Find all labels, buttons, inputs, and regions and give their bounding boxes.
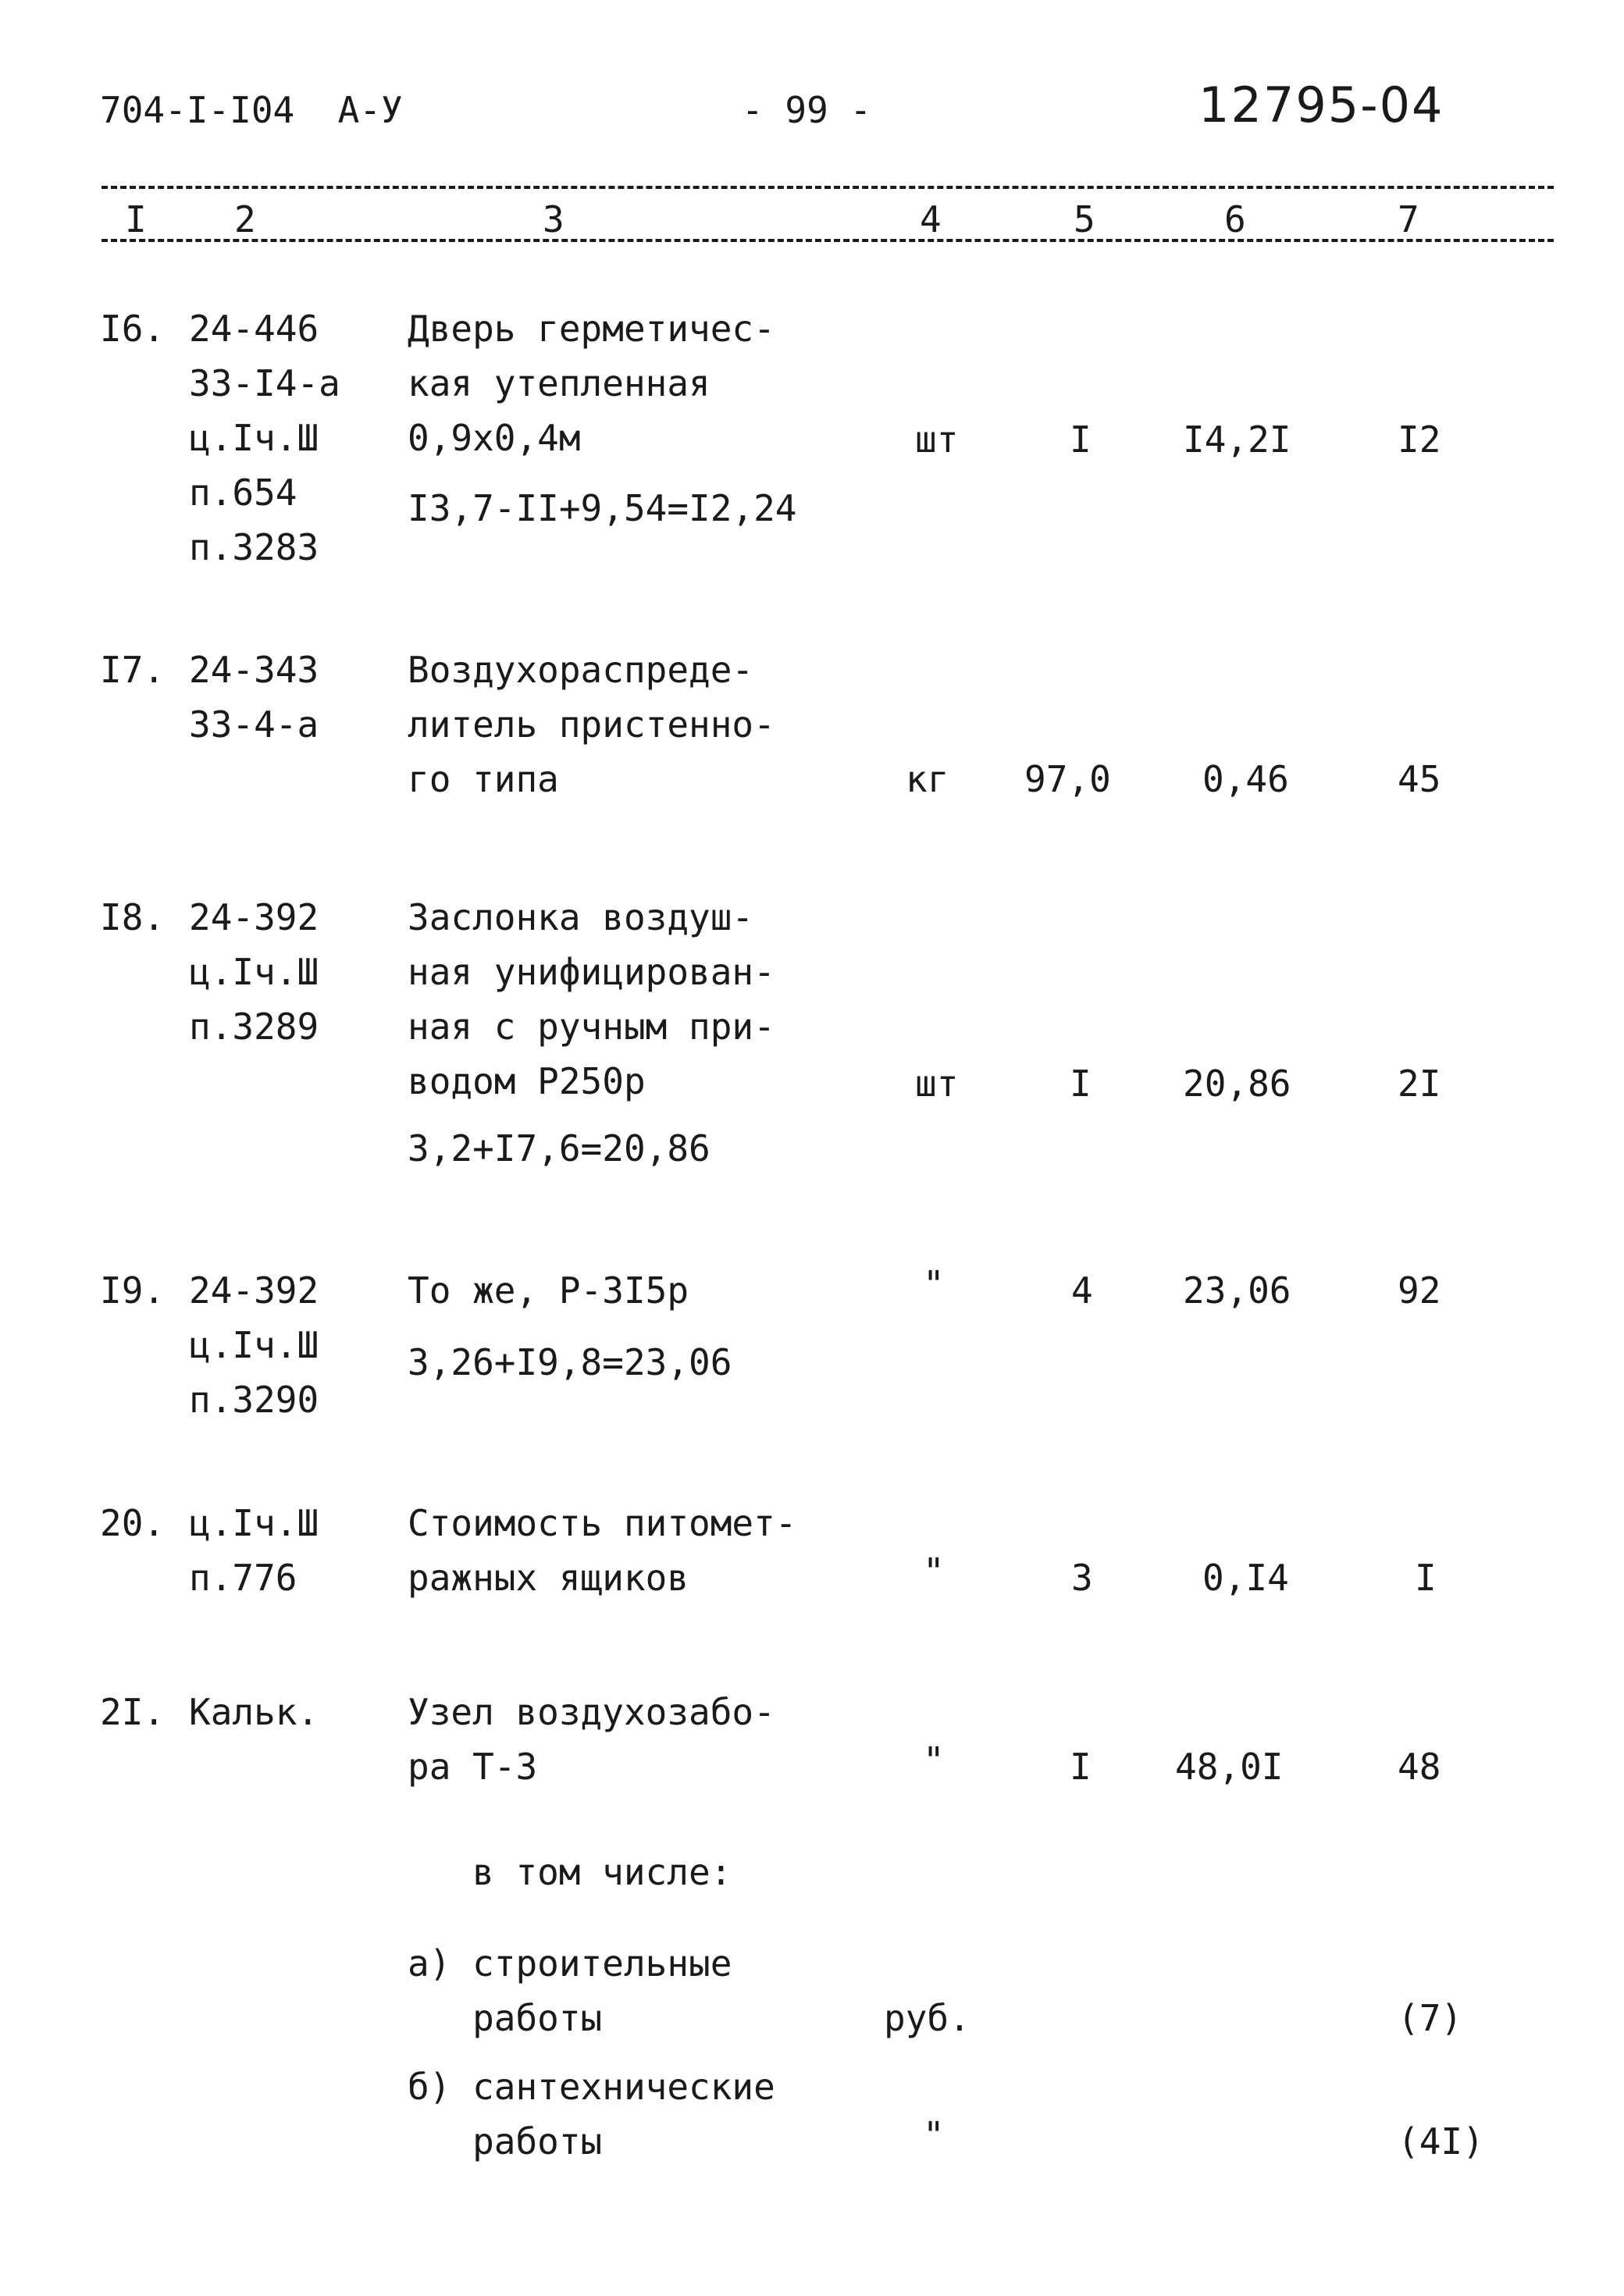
row-reference: п.3283: [189, 526, 319, 568]
row-description: Заслонка воздуш-: [408, 896, 754, 938]
row-reference: 24-392: [189, 896, 319, 938]
row-unit: кг: [906, 758, 949, 800]
row-description: Стоимость питомет-: [408, 1502, 797, 1544]
row-description: водом Р250р: [408, 1060, 646, 1102]
row-description: го типа: [408, 758, 559, 800]
row-unit: шт: [915, 1063, 959, 1105]
document-code: 704-I-I04 А-У: [100, 89, 403, 131]
column-header-7: 7: [1398, 198, 1419, 240]
subitem-total: (4I): [1398, 2120, 1484, 2163]
row-reference: 24-343: [189, 649, 319, 691]
row-total: 45: [1398, 758, 1441, 800]
header-divider-top: [102, 186, 1554, 189]
subitem-total: (7): [1398, 1997, 1463, 2039]
row-reference: п.3289: [189, 1006, 319, 1048]
row-reference: п.654: [189, 472, 297, 514]
row-calculation: I3,7-II+9,54=I2,24: [408, 487, 797, 529]
row-unit-price: 20,86: [1183, 1063, 1291, 1105]
row-quantity: 97,0: [1024, 758, 1111, 800]
row-quantity: I: [1070, 1063, 1092, 1105]
header-divider-bottom: [102, 239, 1554, 242]
column-header-1: I: [125, 198, 147, 240]
subitem-description: б) сантехнические: [408, 2066, 775, 2108]
row-reference: п.3290: [189, 1379, 319, 1421]
row-calculation: 3,2+I7,6=20,86: [408, 1127, 710, 1169]
row-number: 2I.: [100, 1691, 166, 1733]
subitem-unit: руб.: [884, 1997, 970, 2039]
column-header-3: 3: [543, 198, 564, 240]
row-total: I: [1415, 1557, 1437, 1599]
row-reference: ц.Iч.Ш: [189, 1502, 319, 1544]
row-description: Узел воздухозабо-: [408, 1691, 775, 1733]
row-total: 92: [1398, 1269, 1441, 1312]
page-number: - 99 -: [742, 89, 872, 131]
row-number: I6.: [100, 308, 166, 350]
subitem-description: а) строительные: [408, 1942, 732, 1985]
including-label: в том числе:: [472, 1851, 732, 1893]
row-description: ра Т-3: [408, 1746, 538, 1788]
row-description: ражных ящиков: [408, 1557, 689, 1599]
row-description: Воздухораспреде-: [408, 649, 754, 691]
row-description: То же, Р-3I5р: [408, 1269, 689, 1312]
row-quantity: I: [1070, 1746, 1092, 1788]
row-unit-price: 0,I4: [1202, 1557, 1289, 1599]
row-description: литель пристенно-: [408, 703, 775, 746]
row-reference: ц.Iч.Ш: [189, 1324, 319, 1366]
row-unit-price: 23,06: [1183, 1269, 1291, 1312]
row-total: 2I: [1398, 1063, 1441, 1105]
row-total: 48: [1398, 1746, 1441, 1788]
row-reference: Кальк.: [189, 1691, 319, 1733]
row-reference: ц.Iч.Ш: [189, 951, 319, 993]
column-header-2: 2: [234, 198, 256, 240]
column-header-5: 5: [1074, 198, 1095, 240]
row-total: I2: [1398, 418, 1441, 461]
row-description: ная с ручным при-: [408, 1006, 775, 1048]
row-quantity: I: [1070, 418, 1092, 461]
row-unit-price: I4,2I: [1183, 418, 1291, 461]
row-reference: 33-4-а: [189, 703, 319, 746]
row-unit: ": [923, 1550, 945, 1593]
row-description: Дверь герметичес-: [408, 308, 775, 350]
row-unit-price: 0,46: [1202, 758, 1289, 800]
column-header-4: 4: [920, 198, 942, 240]
row-unit-price: 48,0I: [1175, 1746, 1284, 1788]
subitem-description: работы: [408, 1997, 603, 2039]
subitem-unit: ": [923, 2114, 945, 2156]
row-reference: 33-I4-а: [189, 362, 340, 404]
row-reference: 24-392: [189, 1269, 319, 1312]
row-calculation: 3,26+I9,8=23,06: [408, 1341, 732, 1383]
handwritten-document-number: 12795-04: [1198, 77, 1444, 133]
row-unit: шт: [915, 418, 959, 461]
row-number: I7.: [100, 649, 166, 691]
row-number: 20.: [100, 1502, 166, 1544]
row-reference: 24-446: [189, 308, 319, 350]
row-reference: ц.Iч.Ш: [189, 417, 319, 459]
row-quantity: 3: [1071, 1557, 1093, 1599]
row-description: 0,9х0,4м: [408, 417, 581, 459]
row-number: I8.: [100, 896, 166, 938]
row-description: кая утепленная: [408, 362, 710, 404]
row-quantity: 4: [1071, 1269, 1093, 1312]
row-unit: ": [923, 1739, 945, 1782]
row-reference: п.776: [189, 1557, 297, 1599]
row-number: I9.: [100, 1269, 166, 1312]
row-description: ная унифицирован-: [408, 951, 775, 993]
row-unit: ": [923, 1263, 945, 1305]
column-header-6: 6: [1224, 198, 1246, 240]
subitem-description: работы: [408, 2120, 603, 2163]
